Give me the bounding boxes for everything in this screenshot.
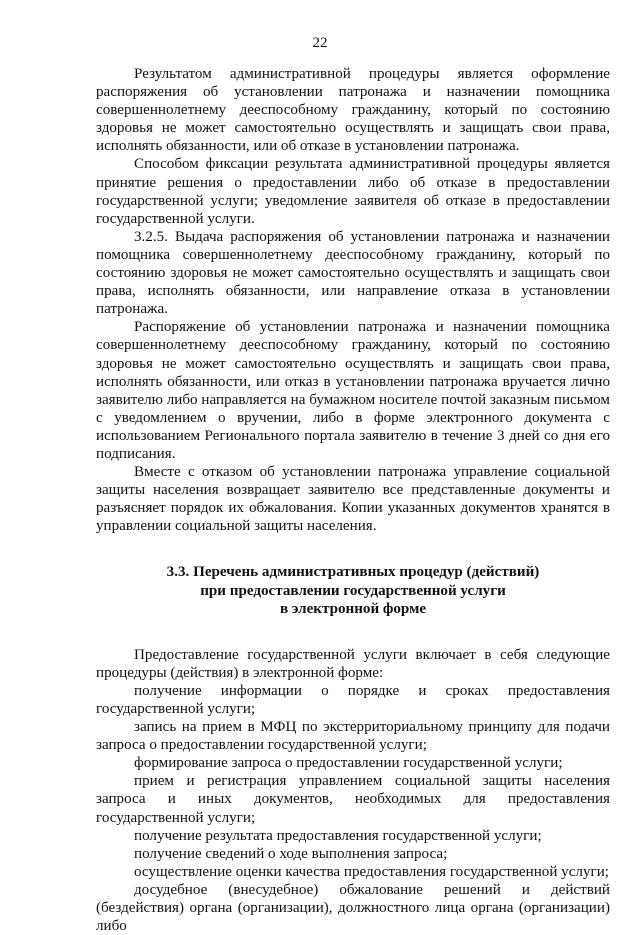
paragraph: Распоряжение об установлении патронажа и назначении помощника совершеннолетнему дееспособному гражданину, который по состоянию здоровья не может самостоятельно осуществлять и защищать свои права, исполнять обязанности, или отказ в установлении патронажа вручается лично заявителю либо направляется на бумажном носителе почтой заказным письмом с уведомлением о вручении, либо в форме электронного документа с использованием Регионального портала заявителю в течение 3 дней со дня его подписания. xyxy=(96,319,610,462)
paragraph: Предоставление государственной услуги включает в себя следующие процедуры (действия) в электронной форме: xyxy=(96,646,610,681)
section-heading-line: в электронной форме xyxy=(279,600,427,617)
list-item: формирование запроса о предоставлении государственной услуги; xyxy=(134,755,563,772)
list-item: прием и регистрация управлением социальной защиты населения запроса и иных документов, необходимых для предоставления государственной услуги; xyxy=(96,773,610,826)
list-item: получение информации о порядке и сроках предоставления государственной услуги; xyxy=(96,682,610,717)
page-number: 22 xyxy=(312,35,328,51)
section-heading-line: 3.3. Перечень административных процедур (действий) xyxy=(166,564,540,581)
list-item: получение сведений о ходе выполнения запроса; xyxy=(134,845,448,862)
section-heading-line: при предоставлении государственной услуги xyxy=(200,582,506,599)
section-heading xyxy=(96,563,610,617)
list-item: досудебное (внесудебное) обжалование решений и действий (бездействия) органа (организации), должностного лица органа (организации) либо xyxy=(96,881,610,935)
list-item: осуществление оценки качества предоставления государственной услуги; xyxy=(134,863,609,880)
list-item: запись на прием в МФЦ по экстерриториальному принципу для подачи запроса о предоставлении государственной услуги; xyxy=(96,719,610,754)
paragraph: Вместе с отказом об установлении патронажа управление социальной защиты населения возвращает заявителю все представленные документы и разъясняет порядок их обжалования. Копии указанных документов хранятся в управлении социальной защиты населения. xyxy=(96,464,610,535)
document-body xyxy=(96,65,610,935)
list-item: получение результата предоставления государственной услуги; xyxy=(134,827,542,844)
paragraph: Способом фиксации результата административной процедуры является принятие решения о предоставлении либо об отказе в предоставлении государственной услуги; уведомление заявителя об отказе в предоставлении государственной услуги. xyxy=(96,156,610,227)
paragraph: 3.2.5. Выдача распоряжения об установлении патронажа и назначении помощника совершеннолетнему дееспособному гражданину, который по состоянию здоровья не может самостоятельно осуществлять и защищать свои права, исполнять обязанности, или направление отказа в установлении патронажа. xyxy=(96,228,610,318)
paragraph: Результатом административной процедуры является оформление распоряжения об установлении патронажа и назначении помощника совершеннолетнему дееспособному гражданину, который по состоянию здоровья не может самостоятельно осуществлять и защищать свои права, исполнять обязанности, или об отказе в установлении патронажа. xyxy=(96,66,610,155)
